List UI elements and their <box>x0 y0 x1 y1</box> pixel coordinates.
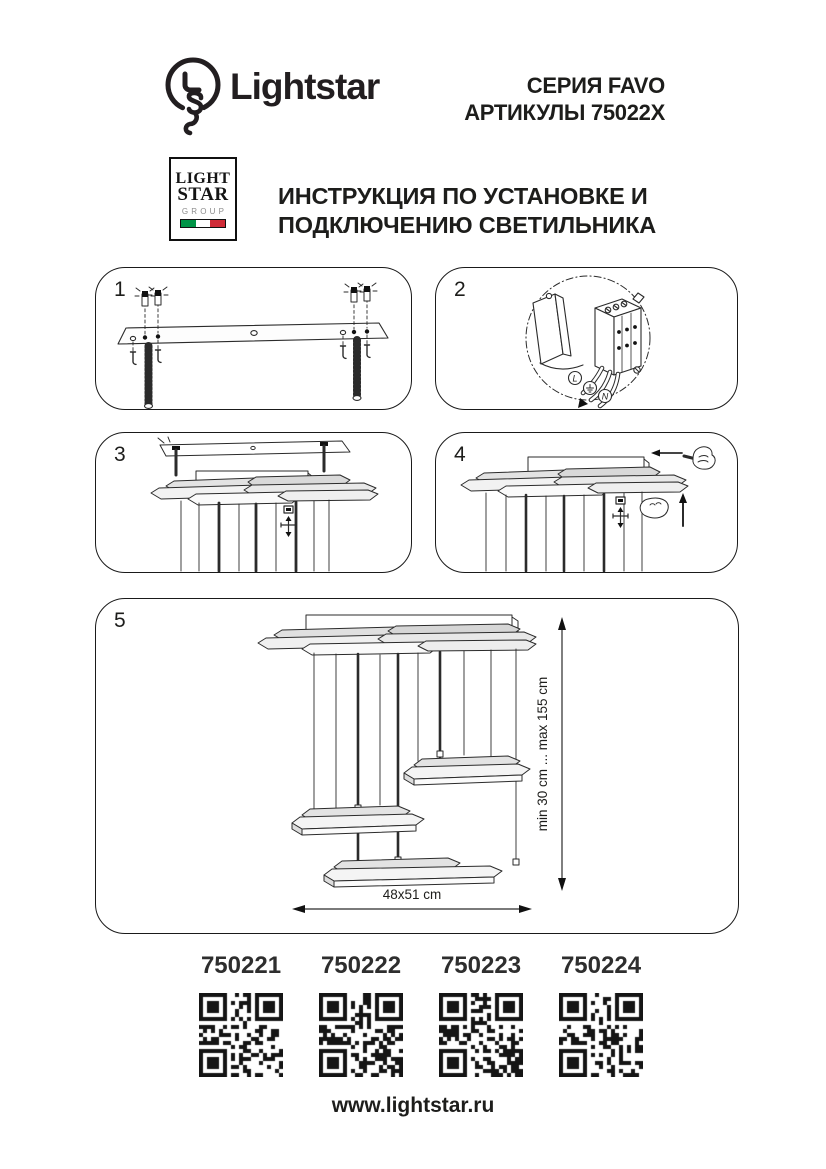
step-panel-1 <box>95 267 412 410</box>
italian-flag-icon <box>180 219 226 228</box>
product-qr <box>199 952 283 1077</box>
series-info <box>464 72 665 126</box>
wiring-diagram-drawing <box>436 268 737 409</box>
group-logo-group: GROUP <box>181 206 228 216</box>
product-code: 750221 <box>200 952 282 979</box>
step-panel-4 <box>435 432 738 573</box>
hand-up-icon <box>640 493 687 526</box>
brand-wordmark: Lightstar <box>230 66 380 107</box>
height-range-label: min 30 cm ... max 155 cm <box>535 676 550 832</box>
assembled-fixture-drawing <box>96 599 738 933</box>
product-code: 750224 <box>560 952 642 979</box>
series-articles: АРТИКУЛЫ 75022X <box>464 100 665 125</box>
qr-code-icon <box>559 993 643 1077</box>
step-panel-5 <box>95 598 739 934</box>
page-title <box>278 182 656 240</box>
step-number: 3 <box>114 443 126 466</box>
mounting-plate-drawing <box>96 268 411 409</box>
phase-label: L <box>572 373 578 384</box>
website-url: www.lightstar.ru <box>331 1094 495 1117</box>
lightstar-group-logo <box>169 157 237 241</box>
page-title-line1: ИНСТРУКЦИЯ ПО УСТАНОВКЕ И <box>278 182 648 209</box>
lightstar-bulb-icon <box>160 54 226 140</box>
set-screw-icon <box>281 506 296 537</box>
neutral-label: N <box>601 391 609 402</box>
group-logo-star: STAR <box>177 183 229 205</box>
series-name: СЕРИЯ FAVO <box>526 73 665 98</box>
step-number: 4 <box>454 443 466 466</box>
hanging-fixture-drawing <box>96 433 411 572</box>
qr-code-icon <box>439 993 523 1077</box>
width-label: 48x51 cm <box>382 887 442 902</box>
page-title-line2: ПОДКЛЮЧЕНИЮ СВЕТИЛЬНИКА <box>278 211 656 238</box>
product-code: 750223 <box>440 952 522 979</box>
set-screw-icon <box>613 497 628 528</box>
step-number: 2 <box>454 278 466 301</box>
product-qr <box>439 952 523 1077</box>
qr-code-icon <box>319 993 403 1077</box>
product-qr <box>319 952 403 1077</box>
step-panel-2 <box>435 267 738 410</box>
width-dimension <box>292 887 532 913</box>
height-dimension <box>535 617 566 891</box>
step-number: 5 <box>114 609 126 632</box>
height-adjustment-drawing <box>436 433 737 572</box>
step-number: 1 <box>114 278 126 301</box>
group-logo-light: LIGHT <box>175 169 231 187</box>
cable-stub <box>633 293 644 303</box>
qr-code-icon <box>199 993 283 1077</box>
step-panel-3 <box>95 432 412 573</box>
product-code: 750222 <box>320 952 402 979</box>
product-qr <box>559 952 643 1077</box>
hand-tool-icon <box>651 447 715 469</box>
